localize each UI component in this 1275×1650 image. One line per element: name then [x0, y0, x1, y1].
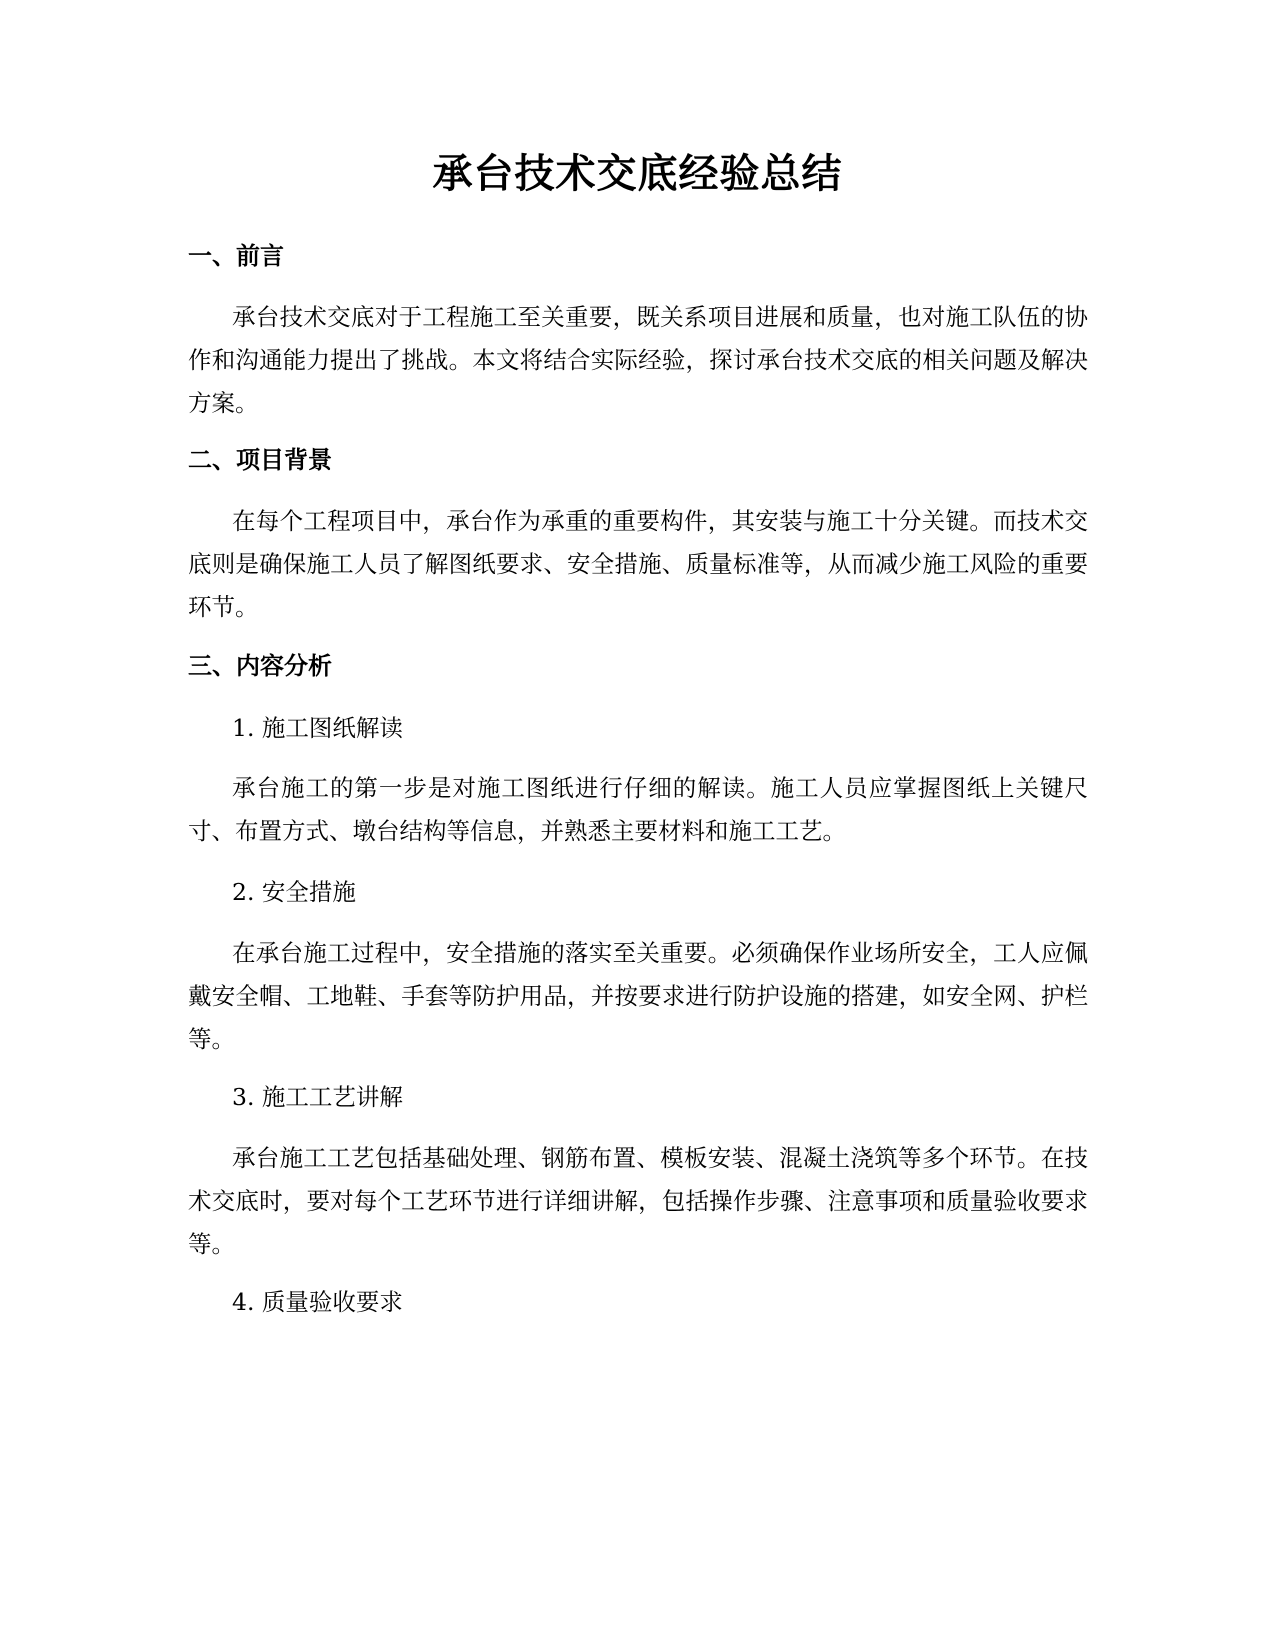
section-heading-background: 二、项目背景: [188, 446, 332, 474]
section-paragraph-background: 在每个工程项目中，承台作为承重的重要构件，其安装与施工十分关键。而技术交底则是确保施工人员了解图纸要求、安全措施、质量标准等，从而减少施工风险的重要环节。: [188, 507, 1088, 621]
document-title: 承台技术交底经验总结: [432, 151, 843, 197]
list-item-label-drawings: 1. 施工图纸解读: [232, 714, 403, 742]
list-item-label-process: 3. 施工工艺讲解: [232, 1083, 403, 1111]
list-item-paragraph-process: 承台施工工艺包括基础处理、钢筋布置、模板安装、混凝土浇筑等多个环节。在技术交底时，要对每个工艺环节进行详细讲解，包括操作步骤、注意事项和质量验收要求等。: [188, 1144, 1088, 1258]
list-item-label-quality: 4. 质量验收要求: [232, 1288, 403, 1316]
section-paragraph-preface: 承台技术交底对于工程施工至关重要，既关系项目进展和质量，也对施工队伍的协作和沟通能力提出了挑战。本文将结合实际经验，探讨承台技术交底的相关问题及解决方案。: [188, 303, 1088, 417]
list-item-paragraph-safety: 在承台施工过程中，安全措施的落实至关重要。必须确保作业场所安全，工人应佩戴安全帽、工地鞋、手套等防护用品，并按要求进行防护设施的搭建，如安全网、护栏等。: [188, 939, 1088, 1053]
list-item-label-safety: 2. 安全措施: [232, 878, 356, 906]
section-heading-analysis: 三、内容分析: [188, 652, 332, 680]
section-heading-preface: 一、前言: [188, 242, 284, 270]
list-item-paragraph-drawings: 承台施工的第一步是对施工图纸进行仔细的解读。施工人员应掌握图纸上关键尺寸、布置方式、墩台结构等信息，并熟悉主要材料和施工工艺。: [188, 774, 1088, 845]
